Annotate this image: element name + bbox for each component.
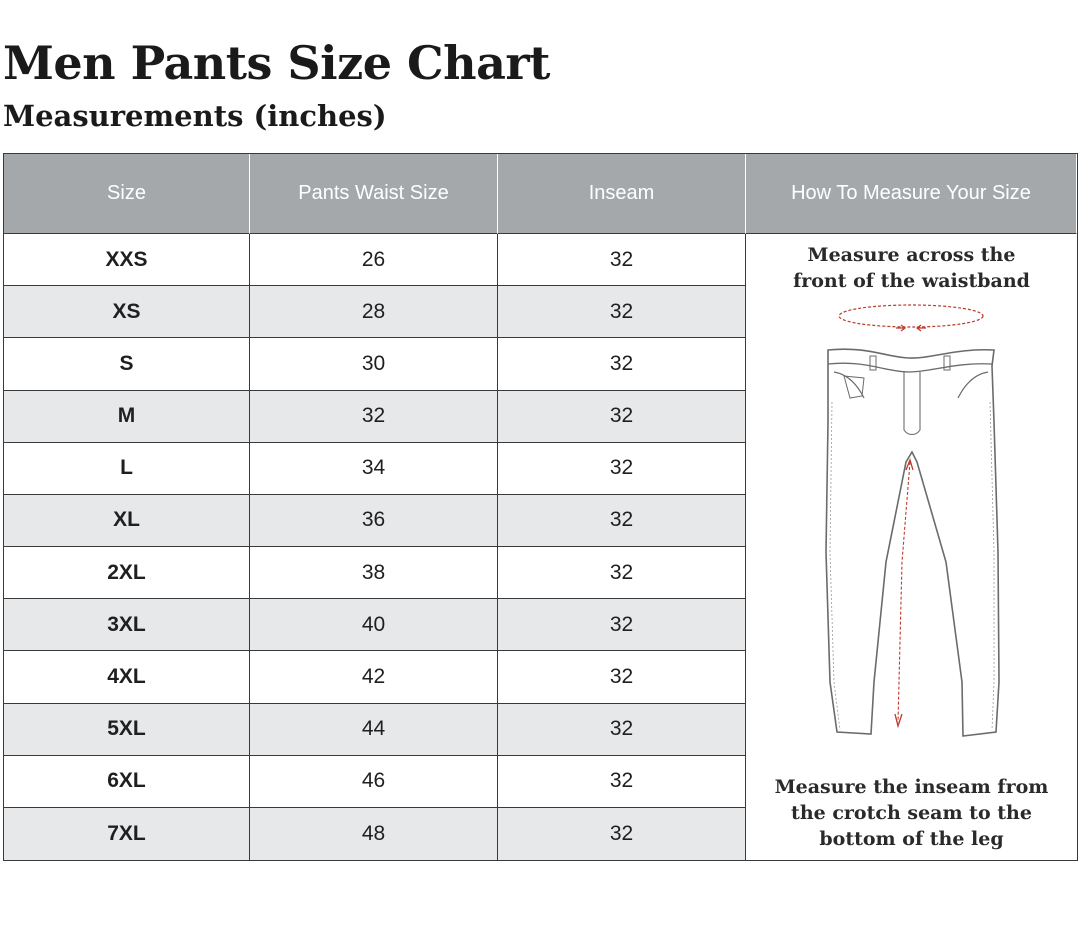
- table-cell-waist: 30: [250, 338, 498, 390]
- table-cell-size: S: [4, 338, 250, 390]
- table-cell-size: 7XL: [4, 808, 250, 860]
- header-how-to: How To Measure Your Size: [746, 154, 1077, 234]
- table-cell-waist: 44: [250, 704, 498, 756]
- table-cell-size: M: [4, 391, 250, 443]
- table-cell-waist: 34: [250, 443, 498, 495]
- table-cell-inseam: 32: [498, 391, 746, 443]
- table-cell-waist: 26: [250, 234, 498, 286]
- inseam-instructions-line: the crotch seam to the: [791, 802, 1032, 824]
- header-size: Size: [4, 154, 250, 234]
- table-cell-size: XS: [4, 286, 250, 338]
- how-to-measure-panel: [746, 234, 1077, 860]
- table-cell-size: XL: [4, 495, 250, 547]
- page-subtitle: Measurements (inches): [3, 99, 387, 133]
- table-cell-inseam: 32: [498, 547, 746, 599]
- inseam-instructions-line: Measure the inseam from: [774, 776, 1049, 798]
- table-cell-size: 5XL: [4, 704, 250, 756]
- table-cell-size: 6XL: [4, 756, 250, 808]
- table-cell-inseam: 32: [498, 495, 746, 547]
- table-cell-waist: 40: [250, 599, 498, 651]
- size-chart-table: [3, 153, 1078, 861]
- table-cell-inseam: 32: [498, 443, 746, 495]
- table-cell-size: XXS: [4, 234, 250, 286]
- table-cell-inseam: 32: [498, 808, 746, 860]
- inseam-instructions: [746, 774, 1077, 852]
- waist-instructions-line: front of the waistband: [793, 270, 1030, 292]
- table-cell-size: 2XL: [4, 547, 250, 599]
- table-cell-inseam: 32: [498, 599, 746, 651]
- table-cell-inseam: 32: [498, 704, 746, 756]
- table-cell-size: 3XL: [4, 599, 250, 651]
- table-cell-size: 4XL: [4, 651, 250, 703]
- table-cell-waist: 28: [250, 286, 498, 338]
- inseam-instructions-line: bottom of the leg: [819, 828, 1004, 850]
- table-cell-waist: 46: [250, 756, 498, 808]
- table-cell-inseam: 32: [498, 756, 746, 808]
- table-cell-inseam: 32: [498, 651, 746, 703]
- waist-instructions-line: Measure across the: [807, 244, 1016, 266]
- table-cell-inseam: 32: [498, 286, 746, 338]
- table-cell-size: L: [4, 443, 250, 495]
- header-inseam: Inseam: [498, 154, 746, 234]
- pants-diagram-icon: [816, 302, 1006, 762]
- waist-instructions: [746, 242, 1077, 294]
- table-cell-inseam: 32: [498, 338, 746, 390]
- table-cell-waist: 36: [250, 495, 498, 547]
- header-waist: Pants Waist Size: [250, 154, 498, 234]
- table-cell-waist: 42: [250, 651, 498, 703]
- table-cell-waist: 32: [250, 391, 498, 443]
- table-cell-inseam: 32: [498, 234, 746, 286]
- table-cell-waist: 48: [250, 808, 498, 860]
- table-cell-waist: 38: [250, 547, 498, 599]
- page-title: Men Pants Size Chart: [3, 36, 550, 90]
